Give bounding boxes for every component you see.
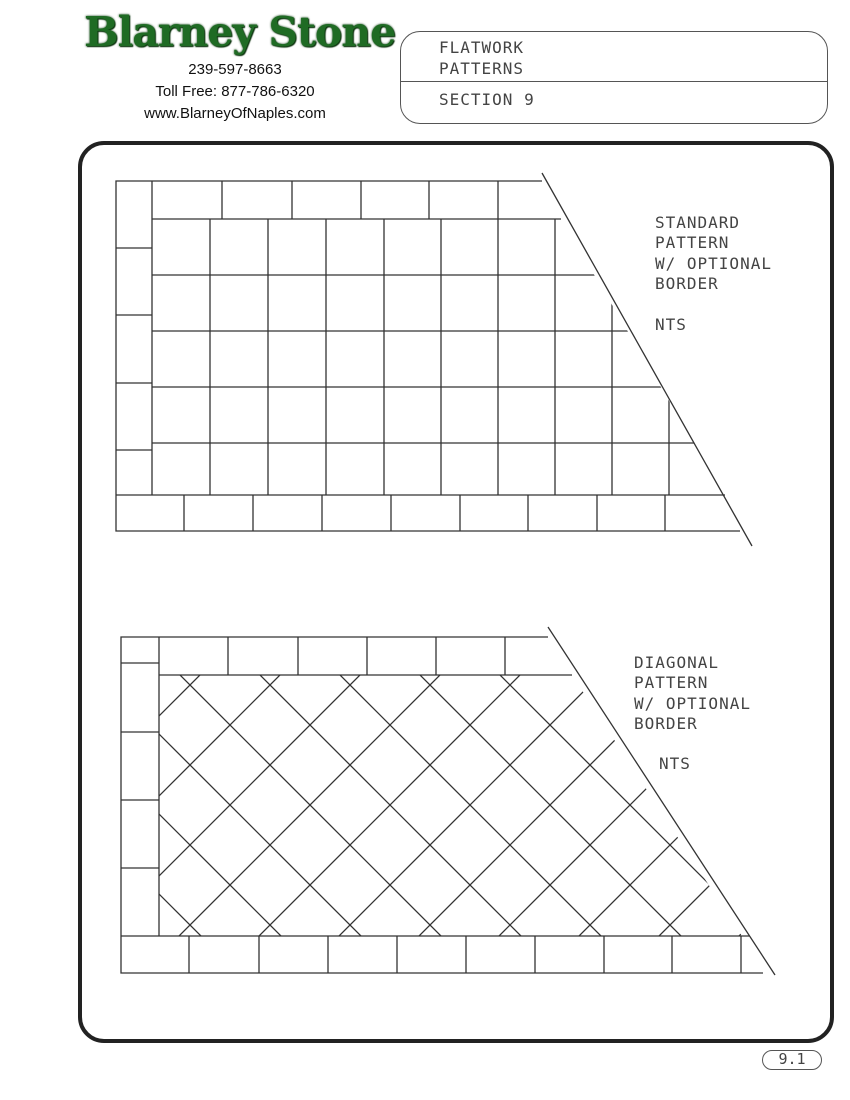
title-line-1: FLATWORK (439, 38, 525, 57)
section-label: SECTION 9 (439, 90, 535, 109)
standard-pattern-label: STANDARD PATTERN W/ OPTIONAL BORDER (655, 213, 772, 294)
diagonal-pattern-label: DIAGONAL PATTERN W/ OPTIONAL BORDER (634, 653, 751, 734)
phone-number: 239-597-8663 (188, 61, 282, 78)
standard-pattern-scale: NTS (655, 315, 687, 334)
title-line-2: PATTERNS (439, 59, 525, 78)
diagonal-pattern-scale: NTS (659, 754, 691, 773)
toll-free-number: Toll Free: 877-786-6320 (155, 83, 315, 100)
company-logo: Blarney Stone (84, 8, 396, 56)
website-link[interactable]: www.BlarneyOfNaples.com (144, 105, 326, 122)
page-number: 9.1 (762, 1050, 822, 1070)
